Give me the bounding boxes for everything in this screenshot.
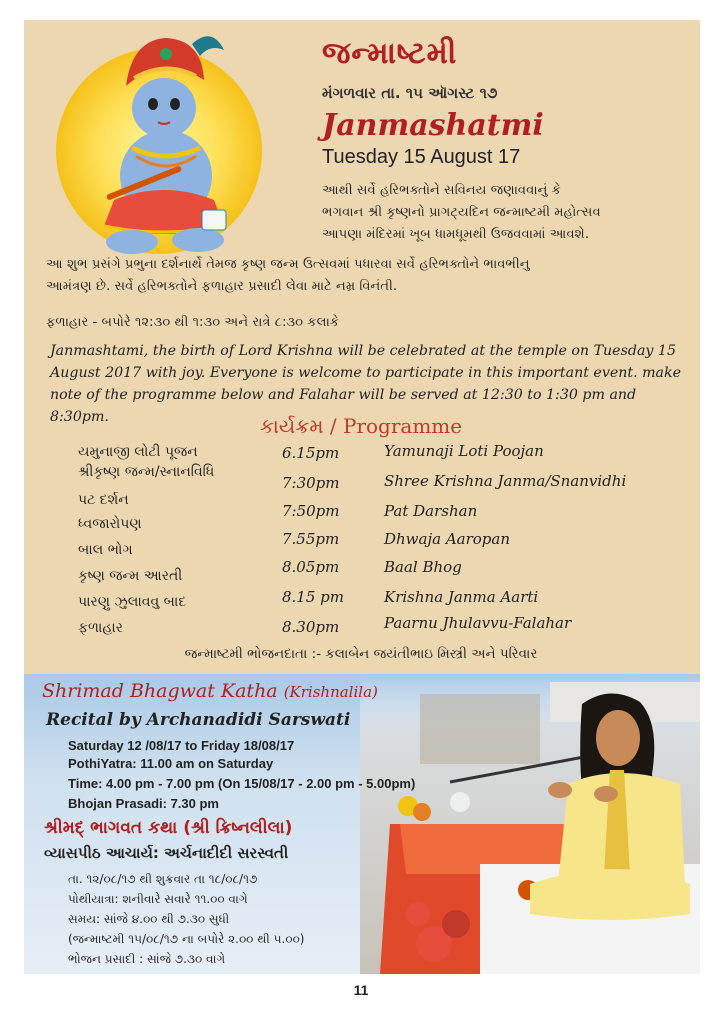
programme-row — [0, 620, 722, 646]
programme-item-gu: ધ્વજારોપણ — [78, 516, 142, 532]
programme-item-en: Pat Darshan — [384, 502, 478, 520]
programme-item-en: Krishna Janma Aarti — [384, 588, 539, 606]
title-english: Janmashatmi — [322, 108, 544, 143]
programme-time: 7.55pm — [282, 530, 340, 548]
katha-bhojan: Bhojan Prasadi: 7.30 pm — [68, 796, 219, 811]
katha-dates: Saturday 12 /08/17 to Friday 18/08/17 — [68, 738, 295, 753]
programme-item-gu: પટ દર્શન — [78, 492, 129, 508]
intro-paragraph-2 — [46, 254, 686, 298]
katha-recital: Recital by Archanadidi Sarswati — [46, 710, 351, 730]
programme-time: 8.05pm — [282, 558, 340, 576]
katha-gu-line: ભોજન પ્રસાદી : સાંજે ૭.૩૦ વાગે — [68, 952, 226, 966]
baby-krishna-image — [74, 30, 244, 260]
text-line: note of the programme below and Falahar will be served at 12:30 to 1:30 pm and 8:30pm. — [50, 387, 637, 425]
katha-gu-line: તા. ૧૨/૦૮/૧૭ થી શુક્રવાર તા ૧૮/૦૮/૧૭ — [68, 872, 258, 886]
date-english: Tuesday 15 August 17 — [322, 146, 521, 168]
text-line: આમંત્રણ છે. સર્વે હરિભક્તોને ફળાહાર પ્રસાદી લેવા માટે નમ્ર વિનંતી. — [46, 279, 398, 294]
page-number: 11 — [353, 982, 369, 998]
programme-time: 8.30pm — [282, 618, 340, 636]
intro-paragraph-1 — [322, 180, 692, 246]
programme-item-gu: કૃષ્ણ જન્મ આરતી — [78, 568, 183, 584]
falahar-timing: ફળાહાર - બપોરે ૧૨:૩૦ થી ૧:૩૦ અને રાત્રે ૮:૩૦ કલાકે — [46, 315, 340, 330]
text-line: આ શુભ પ્રસંગે પ્રભુના દર્શનાર્થે તેમજ કૃષ્ણ જન્મ ઉત્સવમાં પધારવા સર્વે હરિભક્તોને ભાવભીનુ — [46, 257, 530, 272]
text-line: August 2017 with joy. Everyone is welcome to participate in this important event. make — [50, 365, 682, 381]
programme-row — [0, 464, 722, 494]
programme-row — [0, 516, 722, 548]
programme-time: 7:50pm — [282, 502, 340, 520]
katha-vyaspith: વ્યાસપીઠ આચાર્ય: અર્ચનાદીદી સરસ્વતી — [44, 844, 289, 862]
programme-item-en: Dhwaja Aaropan — [384, 530, 511, 548]
programme-time: 7:30pm — [282, 474, 340, 492]
programme-heading-en: Programme — [342, 414, 463, 438]
programme-item-en: Baal Bhog — [384, 558, 462, 576]
text-line: Janmashtami, the birth of Lord Krishna will be celebrated at the temple on Tuesday 15 — [50, 343, 676, 359]
date-gujarati: મંગળવાર તા. ૧૫ ઑગસ્ટ ૧૭ — [322, 84, 498, 102]
katha-time: Time: 4.00 pm - 7.00 pm (On 15/08/17 - 2.00 pm - 5.00pm) — [68, 776, 416, 791]
bhojan-donor: જન્માષ્ટમી ભોજનદાતા :- કલાબેન જયંતીભાઇ મિસ્ત્રી અને પરિવાર — [184, 646, 538, 662]
katha-title-main: Shrimad Bhagwat Katha — [42, 680, 278, 702]
katha-gu-line: સમય: સાંજે ૪.૦૦ થી ૭.૩૦ સુધી — [68, 912, 230, 926]
text-line: ભગવાન શ્રી કૃષ્ણનો પ્રાગટ્યદિન જન્માષ્ટમી મહોત્સવ — [322, 205, 601, 220]
katha-title — [42, 680, 378, 702]
katha-title-gujarati: શ્રીમદ્ ભાગવત કથા (શ્રી ક્રિષ્નલીલા) — [44, 818, 293, 838]
text-line: આપણા મંદિરમાં ખૂબ ધામધૂમથી ઉજવવામાં આવશે. — [322, 227, 590, 242]
text-line: આથી સર્વે હરિભક્તોને સવિનય જણાવવાનું કે — [322, 183, 561, 198]
title-gujarati: જન્માષ્ટમી — [322, 36, 458, 71]
programme-heading-separator: / — [323, 414, 343, 438]
programme-item-gu: શ્રીકૃષ્ણ જન્મ/સ્નાનવિધિ — [78, 464, 215, 480]
programme-heading-gu: કાર્યક્રમ — [259, 414, 324, 438]
speaker-photo — [360, 674, 700, 974]
programme-item-gu: પારણુ ઝુલાવવુ બાદ — [78, 594, 187, 610]
katha-gu-line: પોથીયાત્રા: શનીવારે સવારે ૧૧.૦૦ વાગે — [68, 892, 248, 906]
programme-item-en: Paarnu Jhulavvu-Falahar — [384, 614, 572, 632]
katha-pothiyatra: PothiYatra: 11.00 am on Saturday — [68, 756, 274, 771]
programme-item-gu: યમુનાજી લોટી પૂજન — [78, 444, 198, 460]
programme-time: 6.15pm — [282, 444, 340, 462]
katha-title-sub: (Krishnalila) — [283, 683, 378, 701]
programme-heading — [0, 414, 722, 438]
programme-item-en: Shree Krishna Janma/Snanvidhi — [384, 472, 627, 490]
programme-item-en: Yamunaji Loti Poojan — [384, 442, 544, 460]
programme-item-gu: બાલ ભોગ — [78, 542, 133, 558]
programme-item-gu: ફળાહાર — [78, 620, 123, 636]
katha-gu-line: (જન્માષ્ટમી ૧૫/૦૮/૧૭ ના બપોરે ૨.૦૦ થી ૫.૦૦) — [68, 932, 305, 946]
programme-time: 8.15 pm — [282, 588, 344, 606]
